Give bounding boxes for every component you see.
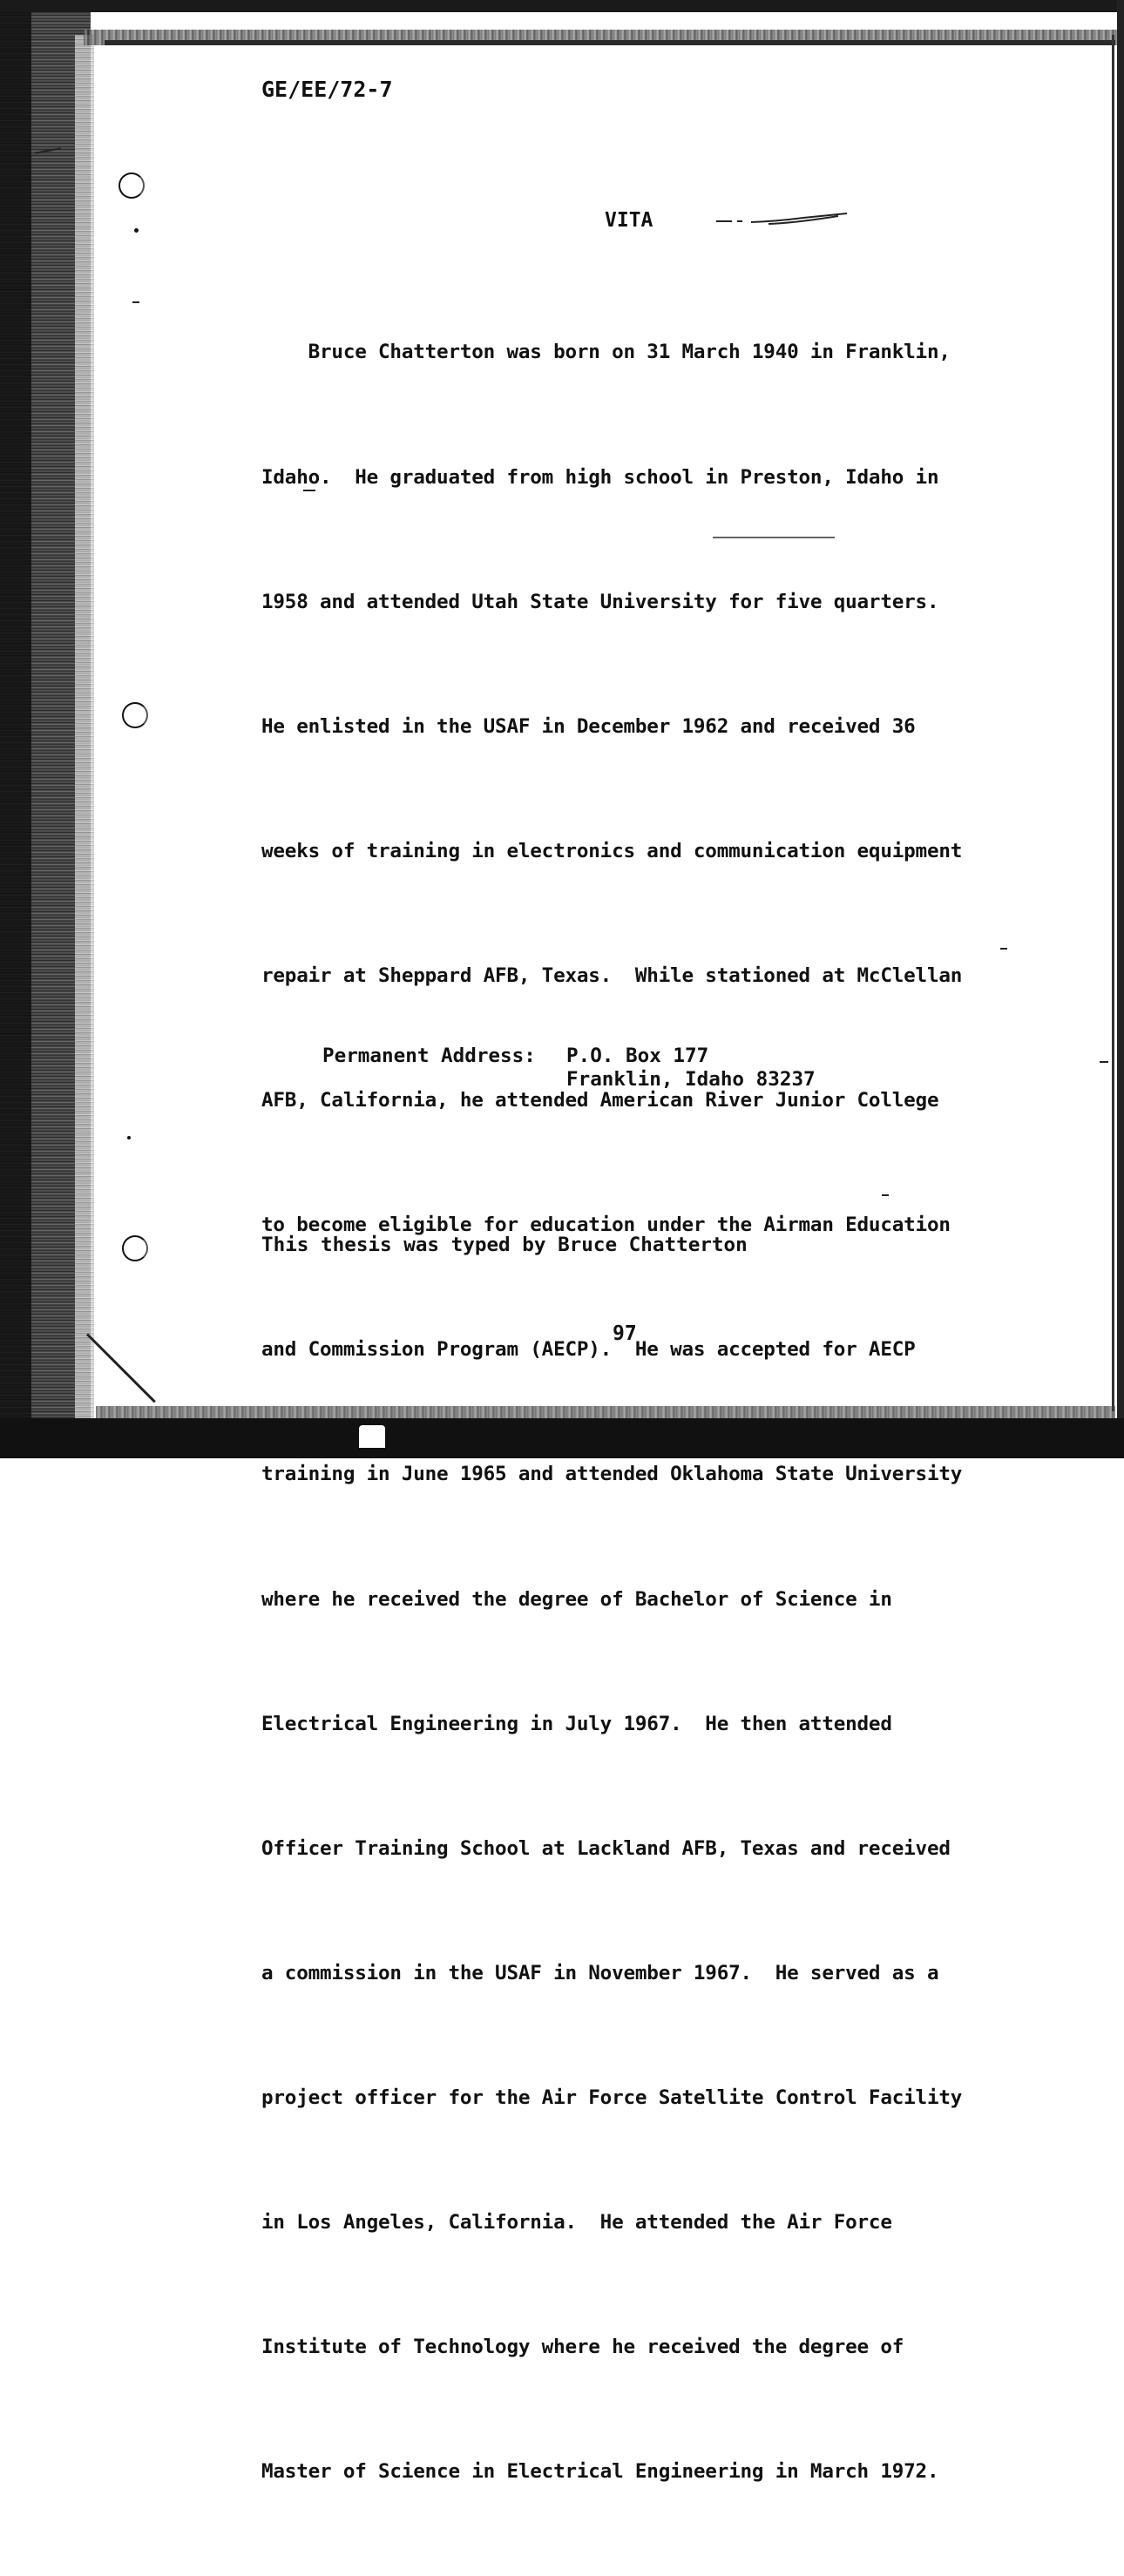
punch-hole-top-icon: [118, 172, 145, 199]
right-border-line: [1112, 35, 1114, 1411]
address-line-2: Franklin, Idaho 83237: [566, 1068, 816, 1091]
speck-dash: [1100, 1061, 1108, 1063]
body-line: Idaho. He graduated from high school in Preston, Idaho in: [261, 465, 939, 489]
right-edge: [1117, 0, 1124, 1458]
body-line: Electrical Engineering in July 1967. He then attended: [261, 1712, 892, 1735]
top-rule: [105, 40, 1115, 45]
body-line: 1958 and attended Utah State University for five quarters.: [261, 590, 939, 613]
body-line: and Commission Program (AECP). He was accepted for AECP: [261, 1338, 916, 1362]
body-line: where he received the degree of Bachelor of Science in: [261, 1587, 892, 1611]
scribble-mark-icon: [716, 211, 864, 228]
binding-edge: [75, 35, 94, 1437]
speck: [134, 228, 139, 233]
body-line: He enlisted in the USAF in December 1962 and received 36: [261, 714, 916, 738]
body-line: AFB, California, he attended American River Junior College: [261, 1089, 939, 1112]
body-line: in Los Angeles, California. He attended the Air Force: [261, 2211, 892, 2235]
body-line: Officer Training School at Lackland AFB, Texas and received: [261, 1836, 951, 1860]
binding-shadow: [0, 0, 31, 1458]
page-number: 97: [613, 1322, 637, 1345]
body-line: weeks of training in electronics and communication equipment: [261, 839, 963, 862]
body-line: training in June 1965 and attended Oklahoma State University: [261, 1463, 963, 1486]
body-line: to become eligible for education under the Airman Education: [261, 1214, 951, 1237]
page-title: VITA: [605, 209, 653, 232]
body-line: repair at Sheppard AFB, Texas. While stationed at McClellan: [261, 963, 963, 987]
address-line-1: P.O. Box 177: [566, 1045, 709, 1067]
address-label: Permanent Address:: [322, 1045, 536, 1067]
body-line: project officer for the Air Force Satellite Control Facility: [261, 2086, 963, 2109]
punch-hole-bottom-icon: [122, 1235, 148, 1261]
body-line: Master of Science in Electrical Engineering in March 1972.: [261, 2460, 939, 2484]
punch-hole-middle-icon: [122, 702, 148, 728]
body-line: Institute of Technology where he received the degree of: [261, 2336, 904, 2359]
body-line: a commission in the USAF in November 1967. He served as a: [261, 1961, 939, 1984]
typed-by-note: This thesis was typed by Bruce Chatterton: [261, 1234, 748, 1256]
corner-fold-line: [86, 1333, 156, 1403]
top-edge: [0, 0, 1124, 12]
speck: [127, 1136, 131, 1139]
vita-body: [261, 249, 962, 2576]
speck-dash: [132, 301, 139, 303]
body-line: Bruce Chatterton was born on 31 March 1940 in Franklin,: [261, 341, 951, 364]
speck-dash: [1000, 948, 1007, 950]
document-number: GE/EE/72-7: [261, 77, 393, 102]
